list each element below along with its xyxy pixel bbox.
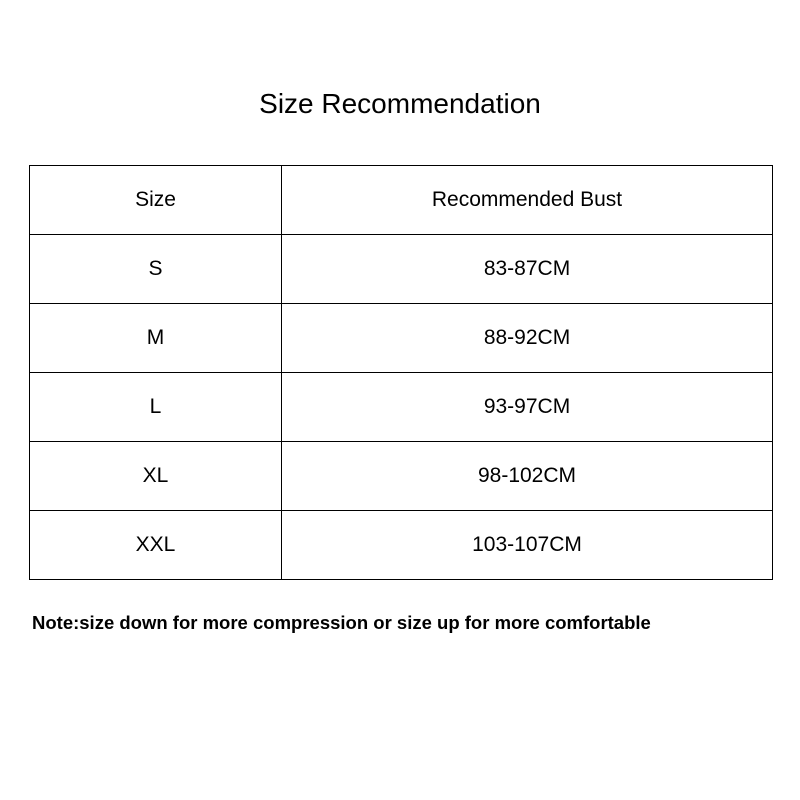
bust-cell: 98-102CM [282, 442, 773, 511]
table-header-row [30, 166, 773, 235]
bust-cell: 103-107CM [282, 511, 773, 580]
size-cell: XXL [30, 511, 282, 580]
size-table [29, 165, 773, 580]
bust-cell: 93-97CM [282, 373, 773, 442]
table-row [30, 235, 773, 304]
size-cell: M [30, 304, 282, 373]
header-size: Size [30, 166, 282, 235]
table-row [30, 511, 773, 580]
header-recommended-bust: Recommended Bust [282, 166, 773, 235]
bust-cell: 88-92CM [282, 304, 773, 373]
table-row [30, 373, 773, 442]
size-note: Note:size down for more compression or size up for more comfortable [32, 612, 651, 633]
table-row [30, 304, 773, 373]
size-cell: XL [30, 442, 282, 511]
size-cell: L [30, 373, 282, 442]
page-title: Size Recommendation [259, 88, 541, 119]
size-cell: S [30, 235, 282, 304]
table-row [30, 442, 773, 511]
bust-cell: 83-87CM [282, 235, 773, 304]
